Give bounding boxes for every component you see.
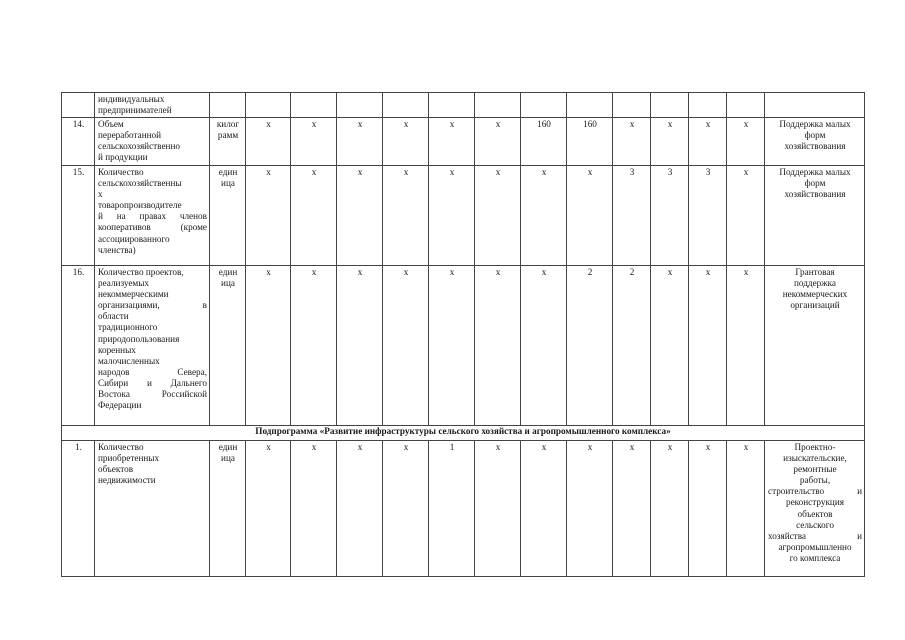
year-value: х [613,441,651,577]
row-number [62,93,95,118]
year-value: х [291,266,337,426]
row-number: 14. [62,118,95,166]
year-value: х [246,166,291,266]
year-value: х [475,266,521,426]
program-measure [765,441,865,577]
year-value: х [727,166,765,266]
cell-text-line: хозяйствования [784,189,846,200]
cell-text-line: ремонтные [793,464,837,475]
year-value [689,93,727,118]
year-value: х [429,118,475,166]
cell-text-line: поддержка [793,278,837,289]
year-value: х [475,166,521,266]
cell-text-line: ица [221,278,235,289]
cell-text-line: хозяйствования [784,141,846,152]
cell-text-line: приобретенных [98,453,160,464]
unit-of-measure [210,441,246,577]
indicator-name [95,441,210,577]
year-value: х [689,266,727,426]
program-measure [765,266,865,426]
cell-text-line: области [98,311,129,322]
cell-text-line: предпринимателей [98,105,172,116]
cell-text-line: рамм [217,130,239,141]
year-value: х [727,266,765,426]
cell-text-line: Количество [98,442,144,452]
table-row [62,266,865,426]
cell-text-line: Грантовая [795,267,835,277]
cell-text-line: Количество [98,167,144,177]
cell-text-line: й на правах членов [98,211,207,222]
cell-text-line: Федерации [98,400,142,411]
year-value [291,93,337,118]
year-value: 1 [429,441,475,577]
year-value: х [651,118,689,166]
year-value: х [475,118,521,166]
cell-text-line: объектов [98,464,134,475]
year-value [651,93,689,118]
year-value: х [567,441,613,577]
unit-of-measure [210,266,246,426]
year-value: х [337,118,383,166]
cell-text-line: Проектно- [794,442,836,452]
program-measure [765,118,865,166]
cell-text-line: природопользования [98,333,180,344]
subprogram-row [62,426,865,441]
unit-of-measure [210,166,246,266]
year-value [246,93,291,118]
year-value: 160 [521,118,567,166]
year-value [727,93,765,118]
cell-text-line: го комплекса [789,552,841,563]
row-number: 15. [62,166,95,266]
cell-text-line: объектов [797,508,833,519]
year-value: х [727,118,765,166]
cell-text-line: Количество проектов, [98,267,184,277]
unit-of-measure [210,93,246,118]
cell-text-line: Поддержка малых [779,167,851,177]
cell-text-line: традиционного [98,322,158,333]
year-value: х [429,266,475,426]
year-value: 2 [567,266,613,426]
year-value [613,93,651,118]
year-value [521,93,567,118]
cell-text-line: Поддержка малых [779,119,851,129]
cell-text-line: строительство и [768,486,862,497]
cell-text-line: кооперативов (кроме [98,222,207,233]
cell-text-line: переработанной [98,130,162,141]
cell-text-line: й продукции [98,152,148,163]
year-value: х [689,441,727,577]
year-value [383,93,429,118]
year-value: х [291,118,337,166]
cell-text-line: реализуемых [98,278,150,289]
cell-text-line: един [218,167,238,177]
year-value: х [383,166,429,266]
cell-text-line: недвижимости [98,475,156,486]
year-value: х [383,118,429,166]
cell-text-line: Объем [98,119,124,129]
cell-text-line: ассоциированного [98,233,170,244]
row-number: 1. [62,441,95,577]
indicator-name [95,93,210,118]
year-value [337,93,383,118]
year-value: х [651,266,689,426]
year-value: х [383,266,429,426]
cell-text-line: некоммерческих [782,289,848,300]
year-value: х [475,441,521,577]
year-value: х [246,266,291,426]
cell-text-line: един [218,267,238,277]
table-row [62,441,865,577]
cell-text-line: килог [216,119,240,129]
year-value: 160 [567,118,613,166]
cell-text-line: народов Севера, [98,366,207,377]
year-value: х [383,441,429,577]
cell-text-line: сельскохозяйственны [98,178,182,189]
year-value: х [689,118,727,166]
year-value: 3 [613,166,651,266]
year-value: х [567,166,613,266]
cell-text-line: реконструкция [786,497,844,508]
cell-text-line: хозяйства и [768,530,862,541]
year-value: х [337,166,383,266]
cell-text-line: сельского [796,519,834,530]
cell-text-line: Востока Российской [98,389,207,400]
indicator-name [95,266,210,426]
year-value: х [613,118,651,166]
cell-text-line: х [98,189,103,200]
year-value: 3 [651,166,689,266]
cell-text-line: работы, [799,475,831,486]
cell-text-line: индивидуальных [98,94,165,104]
unit-of-measure [210,118,246,166]
year-value [475,93,521,118]
year-value: х [727,441,765,577]
cell-text-line: малочисленных [98,355,160,366]
program-measure [765,93,865,118]
year-value: х [291,166,337,266]
year-value: х [521,166,567,266]
indicators-table [61,92,865,577]
row-number: 16. [62,266,95,426]
indicator-name [95,166,210,266]
indicator-name [95,118,210,166]
cell-text-line: ица [221,453,235,464]
year-value [429,93,475,118]
year-value: х [521,266,567,426]
cell-text-line: членства) [98,244,136,255]
cell-text-line: некоммерческими [98,289,169,300]
year-value: х [651,441,689,577]
cell-text-line: форм [804,130,826,141]
table-row [62,93,865,118]
year-value: х [337,266,383,426]
year-value: х [246,441,291,577]
year-value [567,93,613,118]
table-row [62,118,865,166]
year-value: х [291,441,337,577]
table-row [62,166,865,266]
year-value: х [246,118,291,166]
cell-text-line: Сибири и Дальнего [98,377,207,388]
cell-text-line: организаций [790,300,840,311]
subprogram-title: Подпрограмма «Развитие инфраструктуры сельского хозяйства и агропромышленного комплекса» [62,426,865,441]
cell-text-line: организациями, в [98,300,207,311]
year-value: 2 [613,266,651,426]
year-value: 3 [689,166,727,266]
cell-text-line: изыскательские, [783,453,847,464]
year-value: х [337,441,383,577]
cell-text-line: ица [221,178,235,189]
year-value: х [521,441,567,577]
cell-text-line: агропромышленно [778,541,852,552]
cell-text-line: сельскохозяйственно [98,141,180,152]
cell-text-line: форм [804,178,826,189]
cell-text-line: коренных [98,344,136,355]
cell-text-line: един [218,442,238,452]
year-value: х [429,166,475,266]
cell-text-line: товаропроизводителе [98,200,182,211]
program-measure [765,166,865,266]
